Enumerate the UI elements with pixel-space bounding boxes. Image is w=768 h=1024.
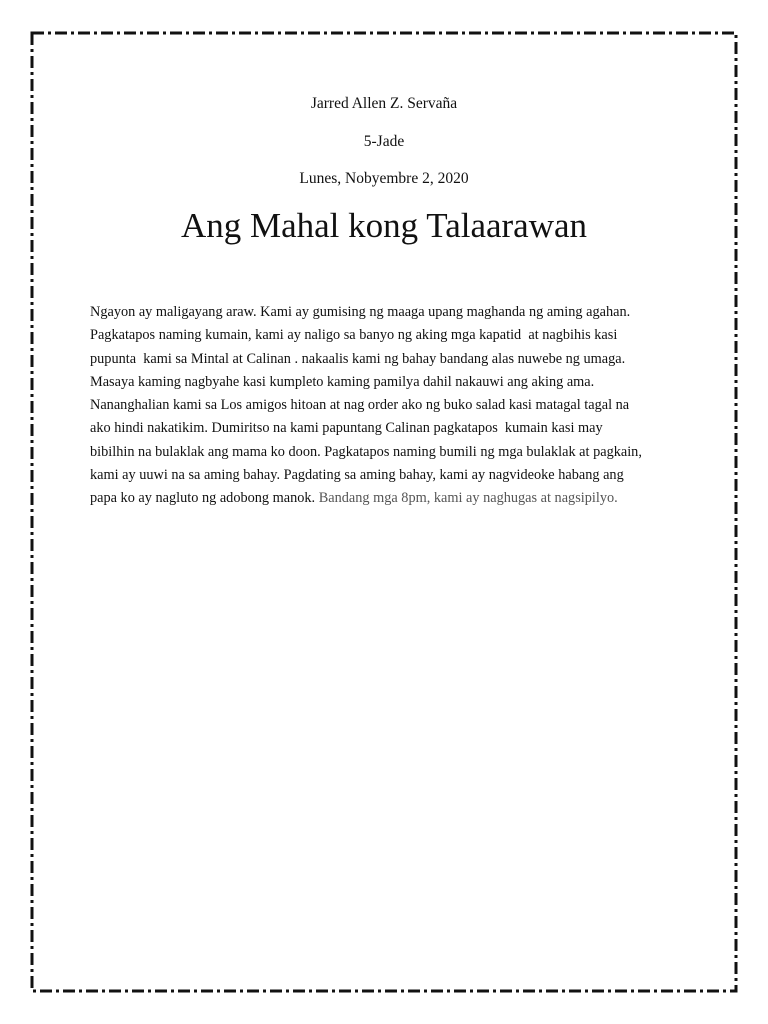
paragraph-line: pupunta kami sa Mintal at Calinan . nakaalis kami ng bahay bandang alas nuwebe ng umaga. (90, 350, 626, 367)
class-section: 5-Jade (363, 133, 405, 150)
paragraph-last-line (90, 487, 680, 510)
paragraph-line: Ngayon ay maligayang araw. Kami ay gumising ng maaga upang maghanda ng aming agahan. (90, 304, 631, 320)
paragraph-line: bibilhin na bulaklak ang mama ko doon. Pagkatapos naming bumili ng mga bulaklak at pagkain, (90, 443, 642, 460)
entry-date: Lunes, Nobyembre 2, 2020 (299, 170, 469, 187)
paragraph-line: ako hindi nakatikim. Dumiritso na kami papuntang Calinan pagkatapos kumain kasi may (90, 420, 603, 437)
paragraph-line: Pagkatapos naming kumain, kami ay naligo sa banyo ng aking mga kapatid at nagbihis kasi (90, 327, 618, 344)
paragraph-line: kami ay uuwi na sa aming bahay. Pagdating sa aming bahay, kami ay nagvideoke habang ang (90, 467, 624, 484)
paragraph-line: Masaya kaming nagbyahe kasi kumpleto kaming pamilya dahil nakauwi ang aking ama. (90, 373, 595, 390)
paragraph-text: papa ko ay nagluto ng adobong manok. (90, 490, 316, 507)
page-title: Ang Mahal kong Talaarawan (180, 206, 588, 245)
diary-entry (90, 301, 680, 511)
paragraph-faded-text: Bandang mga 8pm, kami ay naghugas at nagsipilyo. (315, 490, 618, 507)
author-name: Jarred Allen Z. Servaña (310, 95, 458, 112)
paragraph-line: Nananghalian kami sa Los amigos hitoan at nag order ako ng buko salad kasi matagal tagal na (90, 397, 630, 414)
